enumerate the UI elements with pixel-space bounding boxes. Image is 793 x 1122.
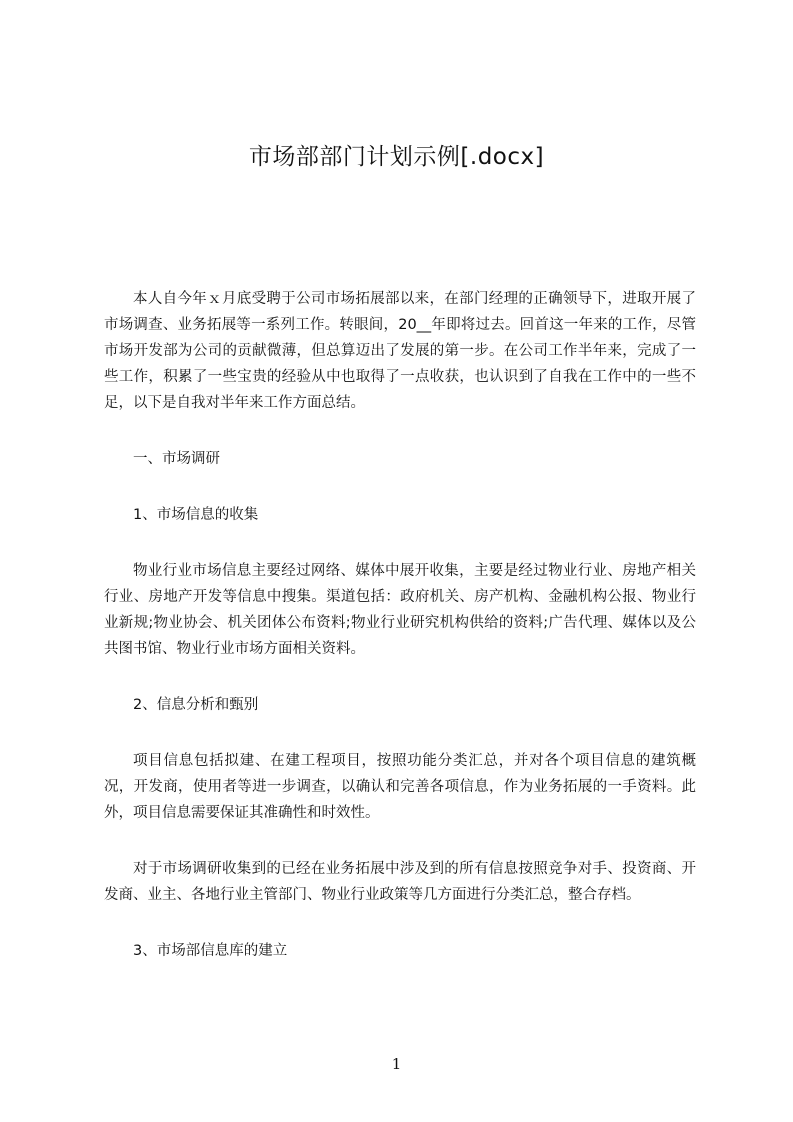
- info-analysis-paragraph-1: 项目信息包括拟建、在建工程项目，按照功能分类汇总，并对各个项目信息的建筑概况，开发商，使用者等进一步调查，以确认和完善各项信息，作为业务拓展的一手资料。此外，项目信息需要保证其准确性和时效性。: [104, 753, 696, 821]
- section-heading-market-research: 一、市场调研: [133, 451, 220, 467]
- intro-paragraph: 本人自今年ｘ月底受聘于公司市场拓展部以来，在部门经理的正确领导下，进取开展了市场调查、业务拓展等一系列工作。转眼间，20__年即将过去。回首这一年来的工作，尽管市场开发部为公司的贡献微薄，但总算迈出了发展的第一步。在公司工作半年来，完成了一些工作，积累了一些宝贵的经验从中也取得了一点收获，也认识到了自我在工作中的一些不足，以下是自我对半年来工作方面总结。: [104, 291, 696, 411]
- document-title: 市场部部门计划示例[.docx]: [248, 144, 545, 170]
- info-analysis-paragraph-2: 对于市场调研收集到的已经在业务拓展中涉及到的所有信息按照竞争对手、投资商、开发商、业主、各地行业主管部门、物业行业政策等几方面进行分类汇总，整合存档。: [104, 861, 696, 903]
- subheading-info-analysis: 2、信息分析和甄别: [133, 697, 259, 713]
- subheading-info-database: 3、市场部信息库的建立: [133, 943, 288, 959]
- page-number: 1: [391, 1055, 402, 1073]
- document-body: [104, 286, 696, 994]
- info-collection-paragraph: 物业行业市场信息主要经过网络、媒体中展开收集，主要是经过物业行业、房地产相关行业、房地产开发等信息中搜集。渠道包括：政府机关、房产机构、金融机构公报、物业行业新规;物业协会、机关团体公布资料;物业行业研究机构供给的资料;广告代理、媒体以及公共图书馆、物业行业市场方面相关资料。: [104, 563, 696, 657]
- subheading-info-collection: 1、市场信息的收集: [133, 507, 259, 523]
